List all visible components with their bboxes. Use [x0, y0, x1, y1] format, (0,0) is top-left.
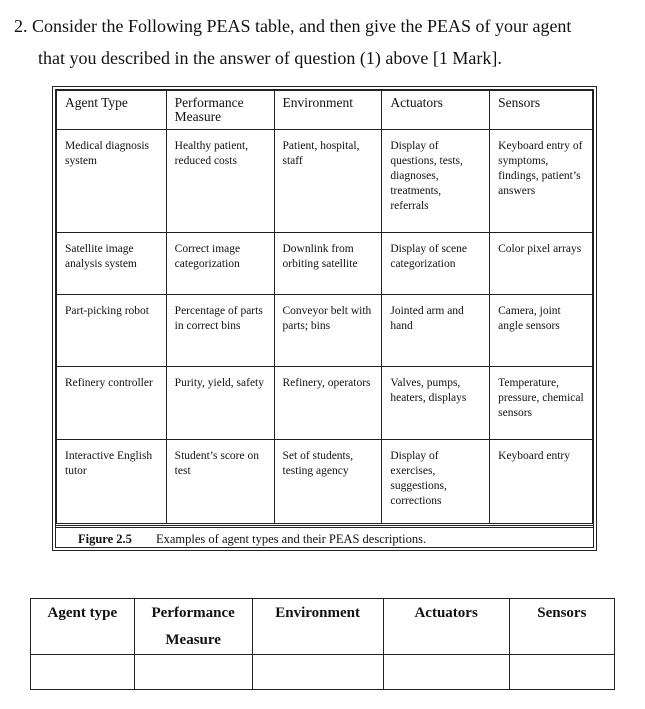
cell-sensors: Keyboard entry: [490, 440, 593, 524]
answer-cell-environment[interactable]: [252, 655, 383, 690]
peas-figure: [52, 86, 597, 551]
peas-header-row: [57, 91, 593, 130]
answer-header-environment: Environment: [252, 599, 383, 655]
cell-performance-measure: Correct image categorization: [166, 233, 274, 295]
answer-cell-actuators[interactable]: [383, 655, 509, 690]
answer-header-performance-measure: Performance Measure: [134, 599, 252, 655]
table-row: [57, 130, 593, 233]
cell-actuators: Display of scene categorization: [382, 233, 490, 295]
cell-environment: Conveyor belt with parts; bins: [274, 295, 382, 367]
peas-table: [56, 90, 593, 524]
figure-caption-text: Examples of agent types and their PEAS descriptions.: [156, 532, 427, 546]
cell-sensors: Camera, joint angle sensors: [490, 295, 593, 367]
cell-actuators: Display of questions, tests, diagnoses, treatments, referrals: [382, 130, 490, 233]
cell-agent-type: Refinery controller: [57, 367, 167, 440]
cell-performance-measure: Healthy patient, reduced costs: [166, 130, 274, 233]
cell-agent-type: Part-picking robot: [57, 295, 167, 367]
header-actuators: Actuators: [382, 91, 490, 130]
header-performance-measure: Performance Measure: [166, 91, 274, 130]
answer-input-row: [31, 655, 615, 690]
answer-header-sensors: Sensors: [509, 599, 614, 655]
answer-cell-performance-measure[interactable]: [134, 655, 252, 690]
cell-sensors: Keyboard entry of symptoms, findings, patient’s answers: [490, 130, 593, 233]
cell-agent-type: Satellite image analysis system: [57, 233, 167, 295]
cell-performance-measure: Student’s score on test: [166, 440, 274, 524]
cell-environment: Set of students, testing agency: [274, 440, 382, 524]
figure-caption: [56, 525, 593, 551]
cell-agent-type: Interactive English tutor: [57, 440, 167, 524]
answer-table: [30, 598, 615, 690]
header-sensors: Sensors: [490, 91, 593, 130]
question-text: [14, 10, 634, 74]
table-row: [57, 367, 593, 440]
cell-performance-measure: Percentage of parts in correct bins: [166, 295, 274, 367]
cell-performance-measure: Purity, yield, safety: [166, 367, 274, 440]
header-environment: Environment: [274, 91, 382, 130]
cell-agent-type: Medical diagnosis system: [57, 130, 167, 233]
answer-cell-agent-type[interactable]: [31, 655, 135, 690]
answer-header-row: [31, 599, 615, 655]
cell-sensors: Temperature, pressure, chemical sensors: [490, 367, 593, 440]
cell-environment: Downlink from orbiting satellite: [274, 233, 382, 295]
answer-cell-sensors[interactable]: [509, 655, 614, 690]
cell-environment: Refinery, operators: [274, 367, 382, 440]
table-row: [57, 295, 593, 367]
table-row: [57, 440, 593, 524]
answer-header-agent-type: Agent type: [31, 599, 135, 655]
question-line-2: that you described in the answer of question (1) above [1 Mark].: [38, 48, 502, 68]
table-row: [57, 233, 593, 295]
cell-actuators: Valves, pumps, heaters, displays: [382, 367, 490, 440]
figure-label: Figure 2.5: [78, 532, 132, 546]
cell-actuators: Display of exercises, suggestions, corrections: [382, 440, 490, 524]
cell-actuators: Jointed arm and hand: [382, 295, 490, 367]
question-line-1: 2. Consider the Following PEAS table, and then give the PEAS of your agent: [14, 16, 572, 36]
cell-sensors: Color pixel arrays: [490, 233, 593, 295]
header-agent-type: Agent Type: [57, 91, 167, 130]
answer-header-actuators: Actuators: [383, 599, 509, 655]
cell-environment: Patient, hospital, staff: [274, 130, 382, 233]
